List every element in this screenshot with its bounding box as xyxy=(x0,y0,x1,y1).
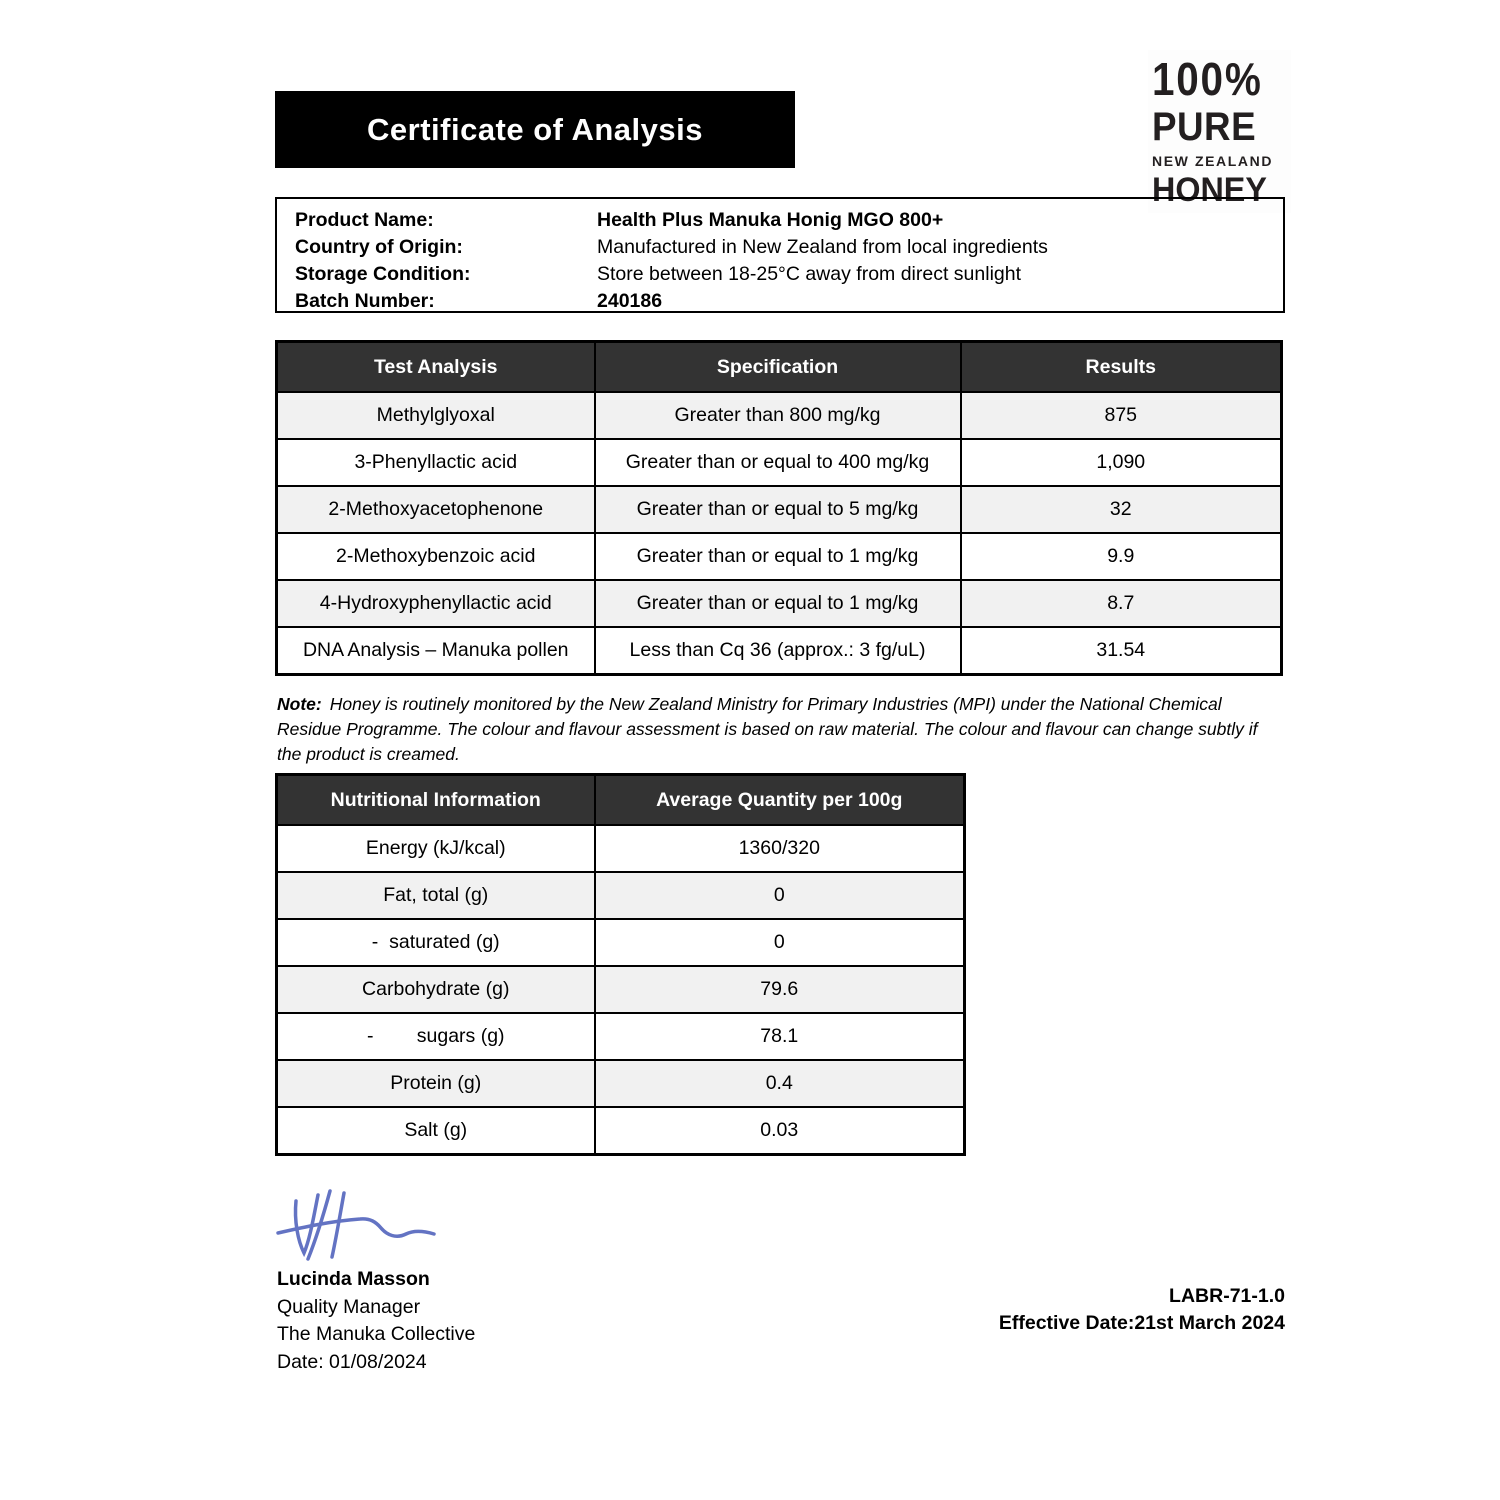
amount-cell: 78.1 xyxy=(595,1013,965,1060)
signatory-name: Lucinda Masson xyxy=(277,1268,430,1290)
column-header-results: Results xyxy=(961,342,1282,393)
amount-cell: 79.6 xyxy=(595,966,965,1013)
table-row xyxy=(277,627,1282,675)
nutrient-cell: - saturated (g) xyxy=(277,919,595,966)
result-cell: 1,090 xyxy=(961,439,1282,486)
test-name-cell: Methylglyoxal xyxy=(277,392,595,439)
logo-region-text: NEW ZEALAND xyxy=(1152,153,1274,169)
test-analysis-table xyxy=(275,340,1283,676)
batch-number-row xyxy=(295,288,1283,315)
product-info-table xyxy=(275,197,1285,313)
table-row xyxy=(277,1107,965,1155)
table-row xyxy=(277,1013,965,1060)
page-title: Certificate of Analysis xyxy=(367,111,703,147)
signatory-company: The Manuka Collective xyxy=(277,1323,476,1345)
note-label: Note: xyxy=(277,694,322,714)
table-row xyxy=(277,1060,965,1107)
spec-cell: Greater than or equal to 5 mg/kg xyxy=(595,486,961,533)
field-value: Health Plus Manuka Honig MGO 800+ xyxy=(597,209,944,231)
table-row xyxy=(277,486,1282,533)
field-label: Country of Origin: xyxy=(295,236,463,258)
field-label: Product Name: xyxy=(295,209,434,231)
amount-cell: 1360/320 xyxy=(595,825,965,872)
test-name-cell: 3-Phenyllactic acid xyxy=(277,439,595,486)
column-header-average-quantity: Average Quantity per 100g xyxy=(595,775,965,826)
signature-date: Date: 01/08/2024 xyxy=(277,1350,427,1373)
storage-condition-row xyxy=(295,261,1283,288)
spec-cell: Less than Cq 36 (approx.: 3 fg/uL) xyxy=(595,627,961,675)
table-row xyxy=(277,580,1282,627)
note-text xyxy=(277,692,1262,767)
signatory-block xyxy=(277,1266,475,1376)
logo-honey-text: HONEY xyxy=(1152,171,1267,209)
table-row xyxy=(277,533,1282,580)
result-cell: 9.9 xyxy=(961,533,1282,580)
column-header-specification: Specification xyxy=(595,342,961,393)
result-cell: 8.7 xyxy=(961,580,1282,627)
spec-cell: Greater than or equal to 400 mg/kg xyxy=(595,439,961,486)
column-header-nutritional-information: Nutritional Information xyxy=(277,775,595,826)
column-header-test-analysis: Test Analysis xyxy=(277,342,595,393)
field-value: Manufactured in New Zealand from local ingredients xyxy=(597,236,1048,258)
table-row xyxy=(277,392,1282,439)
logo-percent-text: 100% xyxy=(1152,53,1263,105)
amount-cell: 0 xyxy=(595,872,965,919)
field-value: 240186 xyxy=(597,290,663,312)
footer-block xyxy=(999,1283,1285,1337)
nutrient-cell: - sugars (g) xyxy=(277,1013,595,1060)
header-row xyxy=(277,342,1282,393)
nutrient-cell: Energy (kJ/kcal) xyxy=(277,825,595,872)
effective-date: Effective Date:21st March 2024 xyxy=(998,1312,1285,1334)
note-body: Honey is routinely monitored by the New Zealand Ministry for Primary Industries (MPI) under the National Chemical Residue Programme. The colour and flavour assessment is based on raw material. The colour and flavour can change subtly if the product is creamed. xyxy=(277,694,1258,764)
amount-cell: 0.03 xyxy=(595,1107,965,1155)
table-row xyxy=(277,919,965,966)
product-name-row xyxy=(295,207,1283,234)
test-name-cell: 2-Methoxybenzoic acid xyxy=(277,533,595,580)
signature-image xyxy=(268,1183,458,1273)
result-cell: 875 xyxy=(961,392,1282,439)
certificate-title-banner xyxy=(275,91,795,168)
table-row xyxy=(277,825,965,872)
nutrition-table xyxy=(275,773,966,1156)
test-name-cell: 2-Methoxyacetophenone xyxy=(277,486,595,533)
spec-cell: Greater than 800 mg/kg xyxy=(595,392,961,439)
table-row xyxy=(277,872,965,919)
nutrient-cell: Protein (g) xyxy=(277,1060,595,1107)
logo-pure-text: PURE xyxy=(1152,105,1257,149)
result-cell: 31.54 xyxy=(961,627,1282,675)
amount-cell: 0.4 xyxy=(595,1060,965,1107)
country-of-origin-row xyxy=(295,234,1283,261)
test-name-cell: DNA Analysis – Manuka pollen xyxy=(277,627,595,675)
table-row xyxy=(277,966,965,1013)
nutrient-cell: Salt (g) xyxy=(277,1107,595,1155)
doc-code: LABR-71-1.0 xyxy=(1169,1285,1285,1307)
signatory-role: Quality Manager xyxy=(277,1295,421,1318)
result-cell: 32 xyxy=(961,486,1282,533)
brand-logo xyxy=(1148,50,1291,213)
amount-cell: 0 xyxy=(595,919,965,966)
spec-cell: Greater than or equal to 1 mg/kg xyxy=(595,533,961,580)
nutrient-cell: Fat, total (g) xyxy=(277,872,595,919)
table-row xyxy=(277,439,1282,486)
field-label: Storage Condition: xyxy=(295,263,471,285)
field-value: Store between 18-25°C away from direct sunlight xyxy=(597,263,1022,285)
nutrient-cell: Carbohydrate (g) xyxy=(277,966,595,1013)
header-row xyxy=(277,775,965,826)
test-name-cell: 4-Hydroxyphenyllactic acid xyxy=(277,580,595,627)
spec-cell: Greater than or equal to 1 mg/kg xyxy=(595,580,961,627)
field-label: Batch Number: xyxy=(295,290,435,312)
